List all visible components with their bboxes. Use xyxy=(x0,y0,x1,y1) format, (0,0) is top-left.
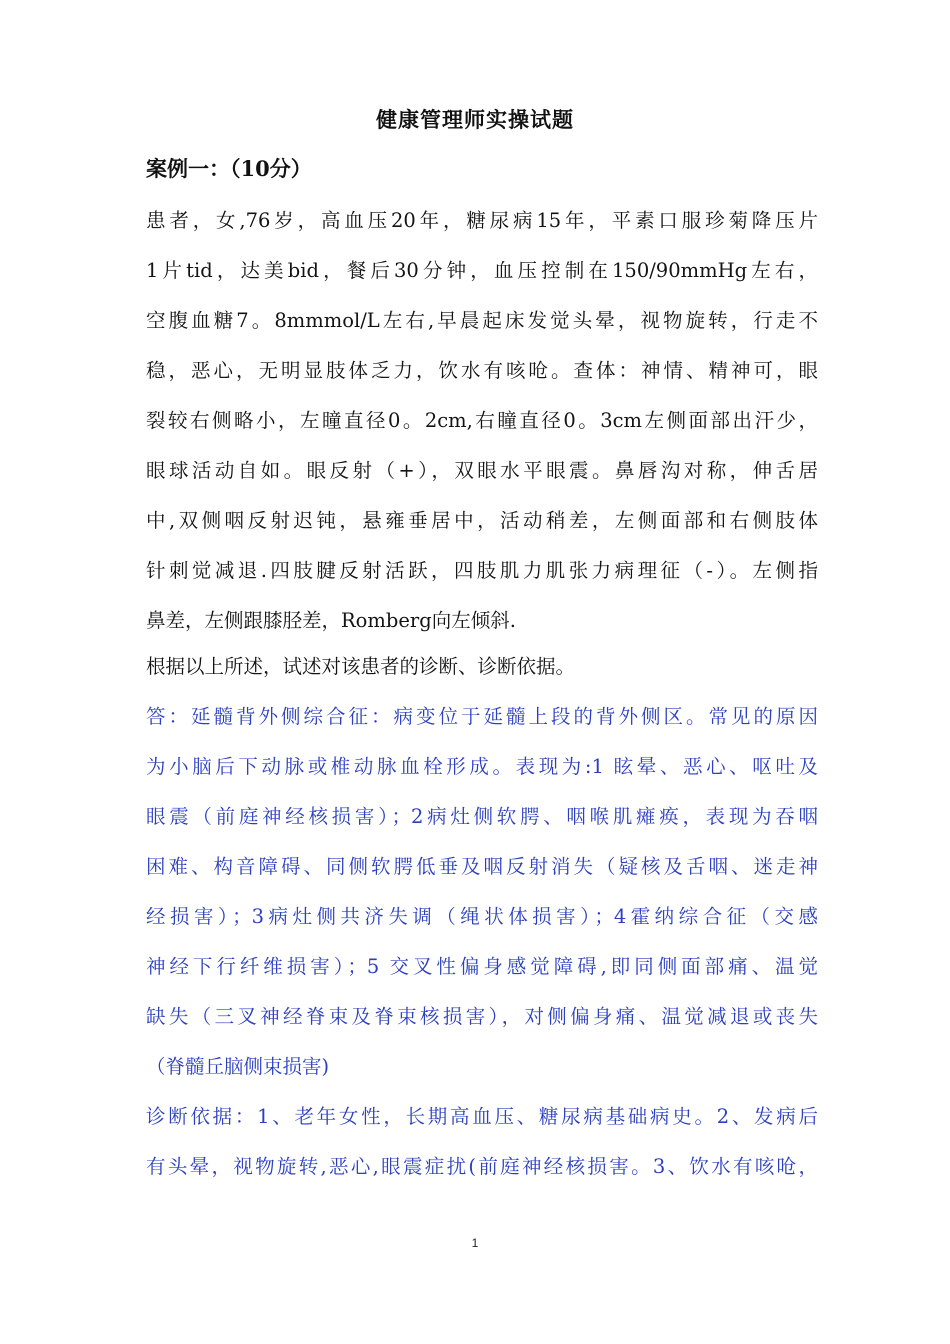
case-description-line: 鼻差，左侧跟膝胫差，Romberg向左倾斜. xyxy=(146,609,516,632)
answer-line: 眼震（前庭神经核损害）；2病灶侧软腭、咽喉肌瘫痪，表现为吞咽 xyxy=(146,805,818,828)
case-description-line: 针刺觉减退.四肢腱反射活跃，四肢肌力肌张力病理征（-）。左侧指 xyxy=(146,559,818,582)
question-prompt xyxy=(146,642,818,692)
diagnosis-basis-line: 有头晕，视物旋转,恶心,眼震症扰(前庭神经核损害。3、饮水有咳呛， xyxy=(146,1155,818,1178)
case-description-line: 中,双侧咽反射迟钝，悬雍垂居中，活动稍差，左侧面部和右侧肢体 xyxy=(146,509,818,532)
case-heading: 案例一：（10分） xyxy=(146,156,312,181)
case-description-line: 眼球活动自如。眼反射（+），双眼水平眼震。鼻唇沟对称，伸舌居 xyxy=(146,459,818,482)
case-description-line: 稳，恶心，无明显肢体乏力，饮水有咳呛。查体：神情、精神可，眼 xyxy=(146,359,818,382)
answer-line: 答：延髓背外侧综合征：病变位于延髓上段的背外侧区。常见的原因 xyxy=(146,705,818,728)
case-description xyxy=(146,196,818,646)
answer-line: 为小脑后下动脉或椎动脉血栓形成。表现为:1 眩晕、恶心、呕吐及 xyxy=(146,755,818,778)
answer-line: 经损害）；3病灶侧共济失调（绳状体损害）；4霍纳综合征（交感 xyxy=(146,905,818,928)
diagnosis-basis-line: 诊断依据：1、老年女性，长期高血压、糖尿病基础病史。2、发病后 xyxy=(146,1105,818,1128)
answer-line: 神经下行纤维损害）；5 交叉性偏身感觉障碍,即同侧面部痛、温觉 xyxy=(146,955,818,978)
case-description-line: 患者，女,76岁，高血压20年，糖尿病15年，平素口服珍菊降压片 xyxy=(146,209,818,232)
case-description-line: 裂较右侧略小，左瞳直径0。2cm,右瞳直径0。3cm左侧面部出汗少， xyxy=(146,409,818,432)
answer-line: 缺失（三叉神经脊束及脊束核损害），对侧偏身痛、温觉减退或丧失 xyxy=(146,1005,818,1028)
question-prompt-text: 根据以上所述，试述对该患者的诊断、诊断依据。 xyxy=(146,655,576,678)
case-description-line: 1片tid，达美bid，餐后30分钟，血压控制在150/90mmHg左右， xyxy=(146,259,818,282)
page-number: 1 xyxy=(471,1236,479,1250)
answer-line: 困难、构音障碍、同侧软腭低垂及咽反射消失（疑核及舌咽、迷走神 xyxy=(146,855,818,878)
document-title: 健康管理师实操试题 xyxy=(376,107,574,132)
diagnosis-basis-block xyxy=(146,1092,818,1192)
case-description-line: 空腹血糖7。8mmmol/L左右,早晨起床发觉头晕，视物旋转，行走不 xyxy=(146,309,818,332)
answer-block xyxy=(146,692,818,1092)
answer-line: （脊髓丘脑侧束损害) xyxy=(146,1055,330,1078)
